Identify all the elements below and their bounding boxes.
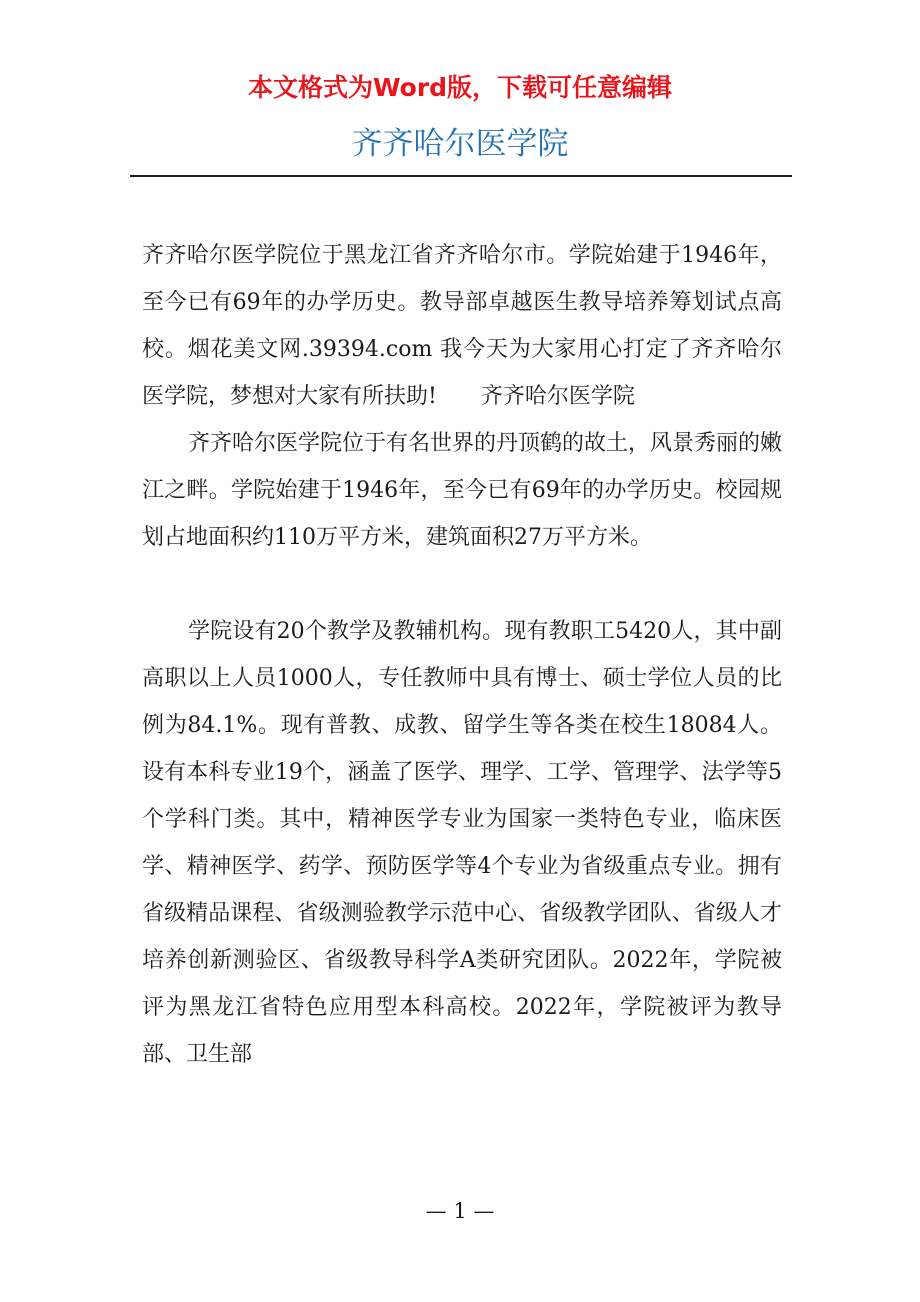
paragraph-location: 齐齐哈尔医学院位于有名世界的丹顶鹤的故土，风景秀丽的嫩江之畔。学院始建于1946年，至今已有69年的办学历史。校园规划占地面积约110万平方米，建筑面积27万平方米。	[142, 431, 783, 550]
format-notice-banner: 本文格式为Word版，下载可任意编辑	[247, 73, 673, 102]
document-body	[142, 232, 782, 1078]
document-title: 齐齐哈尔医学院	[351, 126, 569, 162]
title-divider	[130, 175, 792, 177]
paragraph-faculty: 学院设有20个教学及教辅机构。现有教职工5420人，其中副高职以上人员1000人，专任教师中具有博士、硕士学位人员的比例为84.1%。现有普教、成教、留学生等各类在校生18084人。设有本科专业19个，涵盖了医学、理学、工学、管理学、法学等5个学科门类。其中，精神医学专业为国家一类特色专业，临床医学、精神医学、药学、预防医学等4个专业为省级重点专业。拥有省级精品课程、省级测验教学示范中心、省级教学团队、省级人才培养创新测验区、省级教导科学A类研究团队。2022年，学院被评为黑龙江省特色应用型本科高校。2022年，学院被评为教导部、卫生部	[142, 619, 782, 1067]
paragraph-intro: 齐齐哈尔医学院位于黑龙江省齐齐哈尔市。学院始建于1946年，至今已有69年的办学历史。教导部卓越医生教导培养筹划试点高校。烟花美文网.39394.com 我今天为大家用心打定了齐齐哈尔医学院，梦想对大家有所扶助! 齐齐哈尔医学院	[142, 243, 782, 409]
page-number: — 1 —	[425, 1199, 495, 1223]
